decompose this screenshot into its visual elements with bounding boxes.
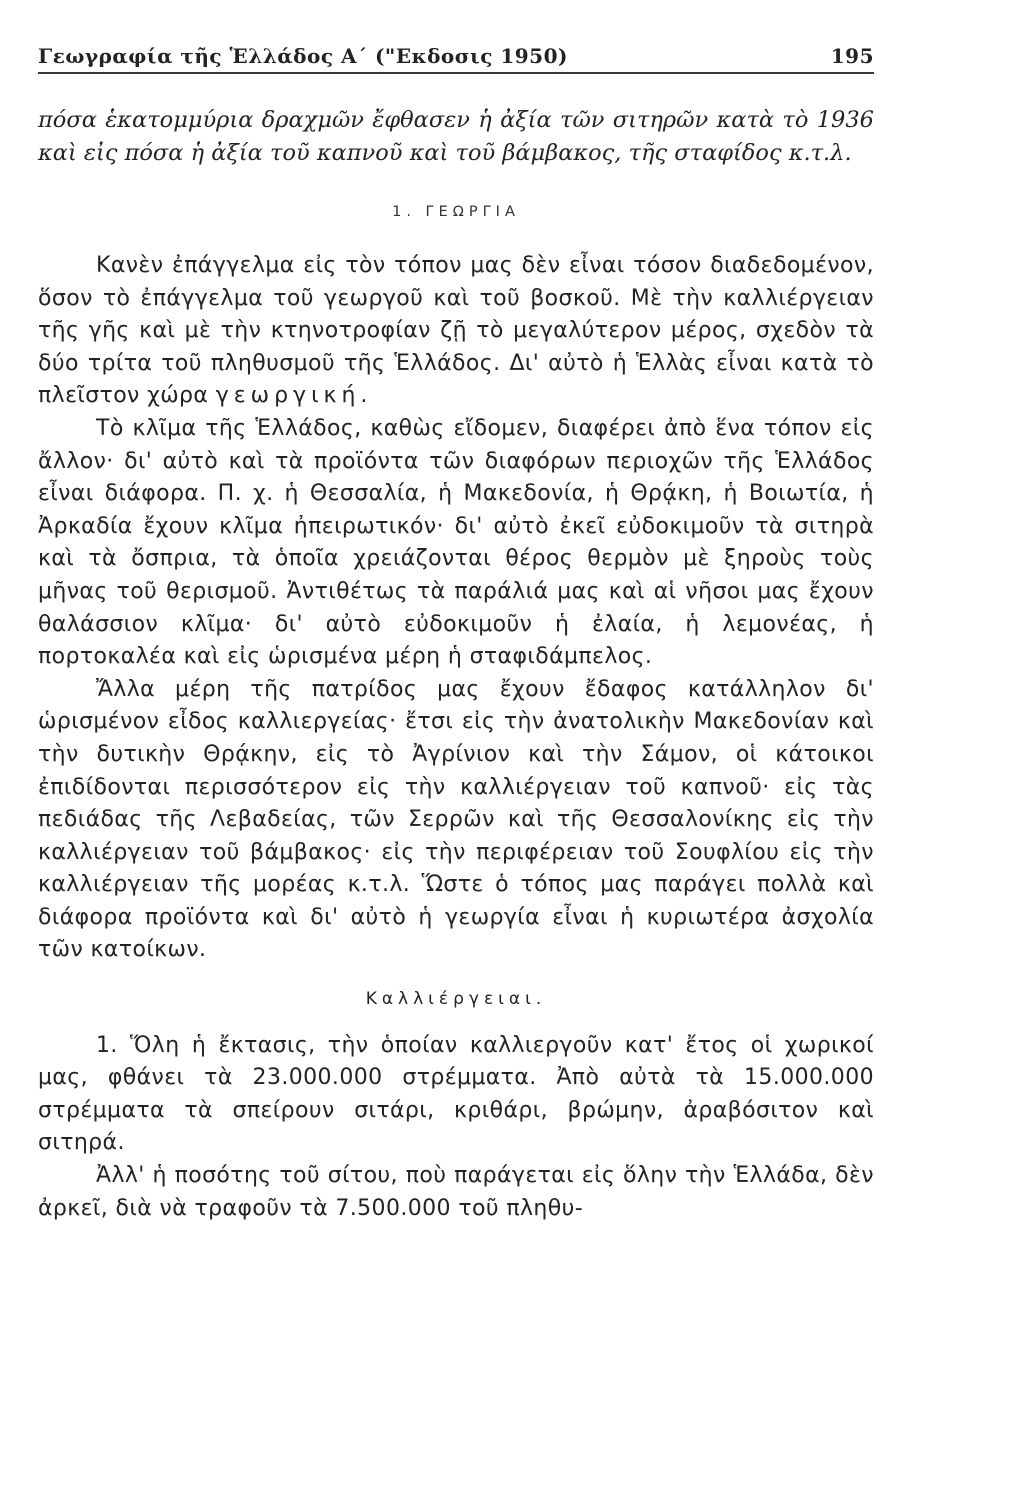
running-header — [38, 38, 874, 74]
book-page — [38, 38, 874, 1225]
paragraph-occupation-text: Κανὲν ἐπάγγελμα εἰς τὸν τόπον μας δὲν εἶναι τόσον διαδεδομένον, ὅσον τὸ ἐπάγγελμα τοῦ γεωργοῦ καὶ τοῦ βοσκοῦ. Μὲ τὴν καλλιέργειαν τῆς γῆς καὶ μὲ τὴν κτηνοτροφίαν ζῇ τὸ μεγαλύτερον μέρος, σχεδὸν τὰ δύο τρίτα τοῦ πληθυσμοῦ τῆς Ἑλλάδος. Δι' αὐτὸ ἡ Ἑλλὰς εἶναι κατὰ τὸ πλεῖστον χώρα — [38, 253, 874, 409]
paragraph-occupation — [38, 250, 874, 413]
paragraph-area: 1. Ὅλη ἡ ἔκτασις, τὴν ὁποίαν καλλιεργοῦν κατ' ἔτος οἱ χωρικοί μας, φθάνει τὰ 23.000.000 στρέμματα. Ἀπὸ αὐτὰ τὰ 15.000.000 στρέμματα τὰ σπείρουν σιτάρι, κριθάρι, βρώμην, ἀραβόσιτον καὶ σιτηρά. — [38, 1032, 874, 1156]
section-body — [38, 250, 874, 1225]
paragraph-soil: Ἄλλα μέρη τῆς πατρίδος μας ἔχουν ἔδαφος κατάλληλον δι' ὡρισμένον εἶδος καλλιεργείας· ἔτσι εἰς τὴν ἀνατολικὴν Μακεδονίαν καὶ τὴν δυτικὴν Θρᾴκην, εἰς τὸ Ἀγρίνιον καὶ τὴν Σάμον, οἱ κάτοικοι ἐπιδίδονται περισσότερον εἰς τὴν καλλιέργειαν τοῦ καπνοῦ· εἰς τὰς πεδιάδας τῆς Λεβαδείας, τῶν Σερρῶν καὶ τῆς Θεσσαλονίκης εἰς τὴν καλλιέργειαν τοῦ βάμβακος· εἰς τὴν περιφέρειαν τοῦ Σουφλίου εἰς τὴν καλλιέργειαν τῆς μορέας κ.τ.λ. Ὥστε ὁ τόπος μας παράγει πολλὰ καὶ διάφορα προϊόντα καὶ δι' αὐτὸ ἡ γεωργία εἶναι ἡ κυριωτέρα ἀσχολία τῶν κατοίκων. — [38, 676, 874, 963]
page-number: 195 — [830, 44, 874, 68]
running-title: Γεωγραφία τῆς Ἑλλάδος Α΄ ("Εκδοσις 1950) — [38, 44, 568, 68]
intro-text: πόσα ἑκατομμύρια δραχμῶν ἔφθασεν ἡ ἀξία τῶν σιτηρῶν κατὰ τὸ 1936 καὶ εἰς πόσα ἡ ἀξία τοῦ καπνοῦ καὶ τοῦ βάμβακος, τῆς σταφίδος κ.τ.λ. — [38, 107, 874, 166]
section-heading: 1. ΓΕΩΡΓΙΑ — [392, 204, 520, 220]
emphasized-term: γεωργική. — [215, 383, 373, 409]
paragraph-climate: Τὸ κλῖμα τῆς Ἑλλάδος, καθὼς εἴδομεν, διαφέρει ἀπὸ ἕνα τόπον εἰς ἄλλον· δι' αὐτὸ καὶ τὰ προϊόντα τῶν διαφόρων περιοχῶν τῆς Ἑλλάδος εἶναι διάφορα. Π. χ. ἡ Θεσσαλία, ἡ Μακεδονία, ἡ Θρᾴκη, ἡ Βοιωτία, ἡ Ἀρκαδία ἔχουν κλῖμα ἠπειρωτικόν· δι' αὐτὸ ἐκεῖ εὐδοκιμοῦν τὰ σιτηρὰ καὶ τὰ ὄσπρια, τὰ ὁποῖα χρειάζονται θέρος θερμὸν μὲ ξηροὺς τοὺς μῆνας τοῦ θερισμοῦ. Ἀντιθέτως τὰ παράλιά μας καὶ αἱ νῆσοι μας ἔχουν θαλάσσιον κλῖμα· δι' αὐτὸ εὐδοκιμοῦν ἡ ἐλαία, ἡ λεμονέας, ἡ πορτοκαλέα καὶ εἰς ὡρισμένα μέρη ἡ σταφιδάμπελος. — [38, 415, 874, 670]
intro-paragraph — [38, 104, 874, 170]
paragraph-wheat: Ἀλλ' ἡ ποσότης τοῦ σίτου, ποὺ παράγεται εἰς ὅλην τὴν Ἑλλάδα, δὲν ἀρκεῖ, διὰ νὰ τραφοῦν τὰ 7.500.000 τοῦ πληθυ- — [38, 1163, 874, 1221]
subheading-cultivations: Καλλιέργειαι. — [365, 989, 547, 1010]
